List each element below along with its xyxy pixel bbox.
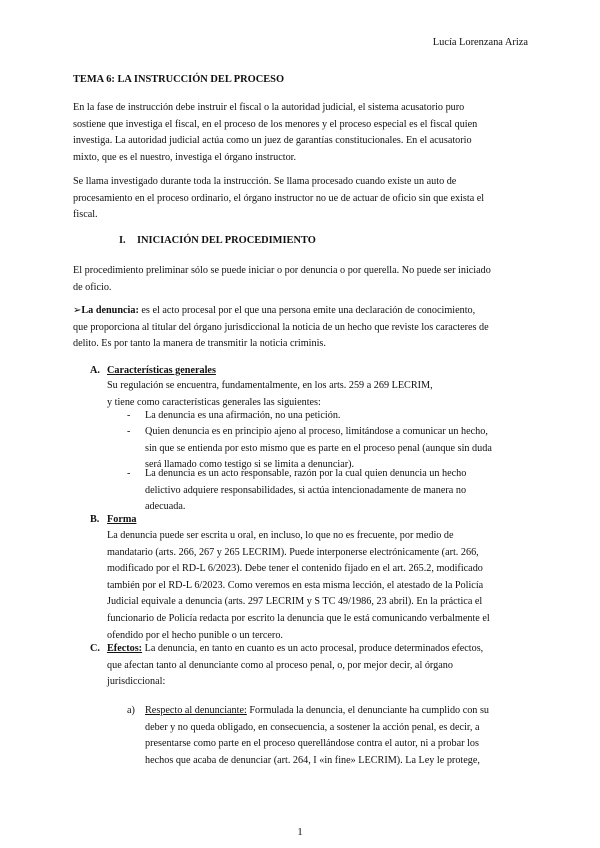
dash-bullet-icon: - (127, 426, 131, 437)
text-line: mandatario (arts. 266, 267 y 265 LECRIM). Puede interponerse electrónicamente (art. 266, (107, 546, 479, 558)
denuncia-text: es el acto procesal por el que una persona emite una declaración de conocimiento, (138, 305, 476, 316)
denuncia-term: La denuncia: (81, 305, 139, 316)
text-line: sin que se entienda por esto mismo que es parte en el proceso penal (aunque sin duda (145, 442, 492, 454)
page-number: 1 (297, 826, 303, 838)
subsection-letter: A. (90, 365, 100, 376)
list-item-letter: a) (127, 705, 135, 716)
text-fragment: Formulada la denuncia, el denunciante ha cumplido con su (246, 705, 490, 716)
text-line: La denuncia es un acto responsable, razón por la cual quien denuncia un hecho (145, 468, 467, 479)
text-line: La denuncia puede ser escrita u oral, en incluso, lo que no es frecuente, por medio de (107, 530, 454, 541)
header-author: Lucía Lorenzana Ariza (432, 37, 528, 48)
subsection-letter: C. (90, 643, 100, 654)
text-line: Judicial equivale a denuncia (arts. 297 LECRIM y S TC 49/1986, 23 abril). En la práctica el (107, 596, 483, 608)
text-line: Su regulación se encuentra, fundamentalmente, en los arts. 259 a 269 LECRIM, (107, 380, 433, 391)
text-line: fiscal. (73, 209, 98, 221)
list-item (145, 703, 489, 769)
section-number: I. (119, 235, 126, 246)
text-line: y tiene como características generales las siguientes: (107, 396, 321, 408)
text-line: La denuncia es una afirmación, no una petición. (145, 410, 341, 421)
text-line: será llamado como testigo si se limita a denunciar). (145, 459, 355, 471)
text-line: deber y no queda obligado, en consecuencia, a sostener la acción penal, es decir, a (145, 721, 480, 733)
text-line: En la fase de instrucción debe instruir el fiscal o la autoridad judicial, el sistema acusatorio puro (73, 102, 465, 113)
text-line: jurisdiccional: (107, 676, 166, 688)
text-line: que afectan tanto al denunciante como al proceso penal, o, por mejor decir, al órgano (107, 659, 453, 671)
text-line: hechos que acaba de denunciar (art. 264, I «in fine» LECRIM). La Ley le protege, (145, 754, 480, 766)
text-line: adecuada. (145, 501, 186, 513)
page-title: TEMA 6: LA INSTRUCCIÓN DEL PROCESO (73, 74, 285, 85)
arrow-bullet-icon: ➢ (73, 305, 82, 316)
denuncia-paragraph (73, 303, 489, 353)
text-line (73, 303, 489, 320)
text-line: modificado por el RD-L 6/2023). Debe tener el contenido fijado en el art. 265.2, modificado (107, 563, 483, 575)
subsection-text (107, 378, 433, 411)
text-line: delito. Es por tanto la manera de transmitir la noticia criminis. (73, 338, 326, 350)
text-line: también por el RD-L 6/2023. Como veremos en esta misma lección, el atestado de la Policía (107, 579, 484, 591)
intro-paragraph-2 (73, 174, 484, 224)
text-line: investiga. La autoridad judicial actúa como un juez de garantías constitucionales. En el acusatorio (73, 135, 472, 147)
subsection-title: Forma (107, 514, 137, 525)
section-title: INICIACIÓN DEL PROCEDIMIENTO (137, 235, 316, 246)
text-line: funcionario de Policía redacta por escrito la denuncia que le está comunicando verbalmente el (107, 612, 490, 624)
text-line: que proporciona al titular del órgano jurisdiccional la noticia de un hecho que reviste los caracteres de (73, 321, 489, 333)
dash-bullet-icon: - (127, 410, 131, 421)
text-line (145, 703, 489, 720)
subsection-letter: B. (90, 514, 100, 525)
list-item (145, 408, 340, 425)
text-line: Se llama investigado durante toda la instrucción. Se llama procesado cuando existe un auto de (73, 176, 457, 187)
subsection-text (107, 528, 490, 644)
text-line: de oficio. (73, 281, 112, 293)
dash-bullet-icon: - (127, 468, 131, 479)
section-paragraph (73, 263, 491, 296)
subsection-text (107, 641, 483, 691)
text-line: presentarse como parte en el proceso querellándose contra el autor, ni a probar los (145, 738, 479, 750)
text-line: sostiene que investiga el fiscal, en el proceso de los menores y el proceso especial es el fiscal quien (73, 118, 478, 130)
subsection-title: Características generales (107, 365, 216, 376)
text-line: delictivo adquiere responsabilidades, si actúa intencionadamente de manera no (145, 484, 467, 496)
item-title: Respecto al denunciante: (145, 705, 247, 716)
text-line (107, 641, 483, 658)
text-line: ofendido por el hecho punible o un tercero. (107, 629, 283, 641)
text-fragment: La denuncia, en tanto en cuanto es un acto procesal, produce determinados efectos, (142, 643, 484, 654)
text-line: mixto, que es el nuestro, investiga el órgano instructor. (73, 151, 297, 163)
text-line: procesamiento en el proceso ordinario, el órgano instructor no ue de actuar de oficio sin que exista el (73, 192, 485, 204)
intro-paragraph-1 (73, 100, 477, 166)
text-line: Quien denuncia es en principio ajeno al proceso, limitándose a comunicar un hecho, (145, 426, 488, 437)
text-line: El procedimiento preliminar sólo se puede iniciar o por denuncia o por querella. No puede ser iniciado (73, 265, 491, 276)
list-item (145, 466, 466, 516)
subsection-title: Efectos: (107, 643, 143, 654)
